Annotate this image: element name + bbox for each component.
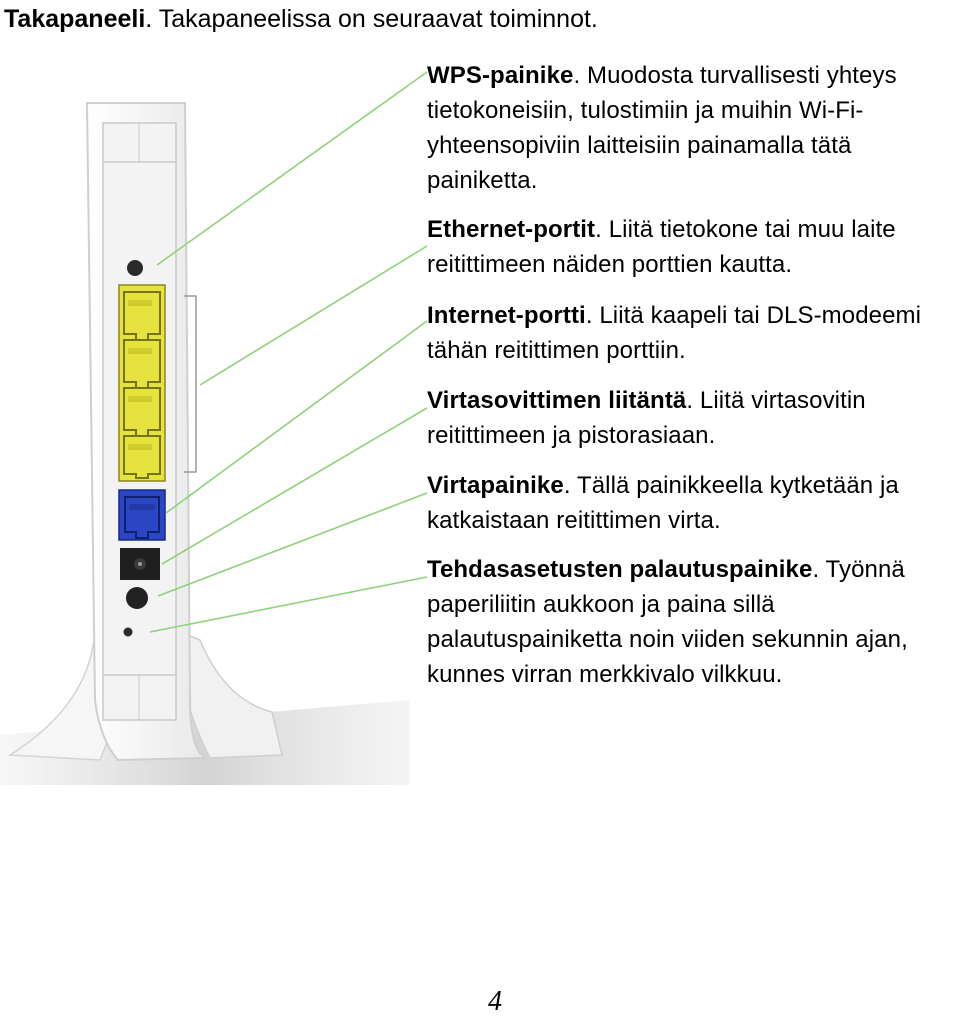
feature-reset [427, 552, 957, 692]
feature-ethernet-description: . Liitä tietokone tai muu laite reitittimeen näiden porttien kautta. [427, 216, 896, 278]
callout-line-ethernet [200, 246, 427, 385]
internet-port [119, 490, 165, 540]
feature-power-adapter [427, 383, 957, 453]
power-adapter-jack [120, 548, 160, 580]
feature-ethernet-name: Ethernet-portit [427, 216, 596, 243]
feature-internet [427, 298, 957, 368]
feature-wps [427, 58, 957, 198]
feature-wps-description: . Muodosta turvallisesti yhteys tietokoneisiin, tulostimiin ja muihin Wi-Fi-yhteensopiviin laitteisiin painamalla tätä painiketta. [427, 62, 897, 194]
feature-internet-description: . Liitä kaapeli tai DLS-modeemi tähän reitittimen porttiin. [427, 302, 922, 364]
feature-power-button-description: . Tällä painikkeella kytketään ja katkaistaan reitittimen virta. [427, 472, 899, 534]
callout-line-power-button [158, 493, 427, 596]
feature-internet-name: Internet-portti [427, 302, 586, 329]
feature-power-button-name: Virtapainike [427, 472, 564, 499]
callout-line-wps [157, 72, 427, 265]
feature-ethernet [427, 212, 957, 282]
feature-reset-description: . Työnnä paperiliitin aukkoon ja paina sillä palautuspainiketta noin viiden sekunnin ajan, kunnes virran merkkivalo vilkkuu. [427, 556, 908, 688]
feature-power-adapter-description: . Liitä virtasovitin reitittimeen ja pistorasiaan. [427, 387, 866, 449]
page-number: 4 [488, 986, 502, 1017]
feature-power-button [427, 468, 957, 538]
power-button [126, 587, 148, 609]
ethernet-ports [119, 285, 165, 481]
callout-lines [150, 72, 427, 632]
feature-wps-name: WPS-painike [427, 62, 574, 89]
reset-pinhole [124, 628, 133, 637]
callout-line-reset [150, 577, 427, 632]
heading-title: Takapaneeli [4, 5, 146, 33]
heading-intro: . Takapaneelissa on seuraavat toiminnot. [145, 5, 598, 33]
wps-button [127, 260, 143, 276]
feature-power-adapter-name: Virtasovittimen liitäntä [427, 387, 687, 414]
feature-reset-name: Tehdasasetusten palautuspainike [427, 556, 813, 583]
